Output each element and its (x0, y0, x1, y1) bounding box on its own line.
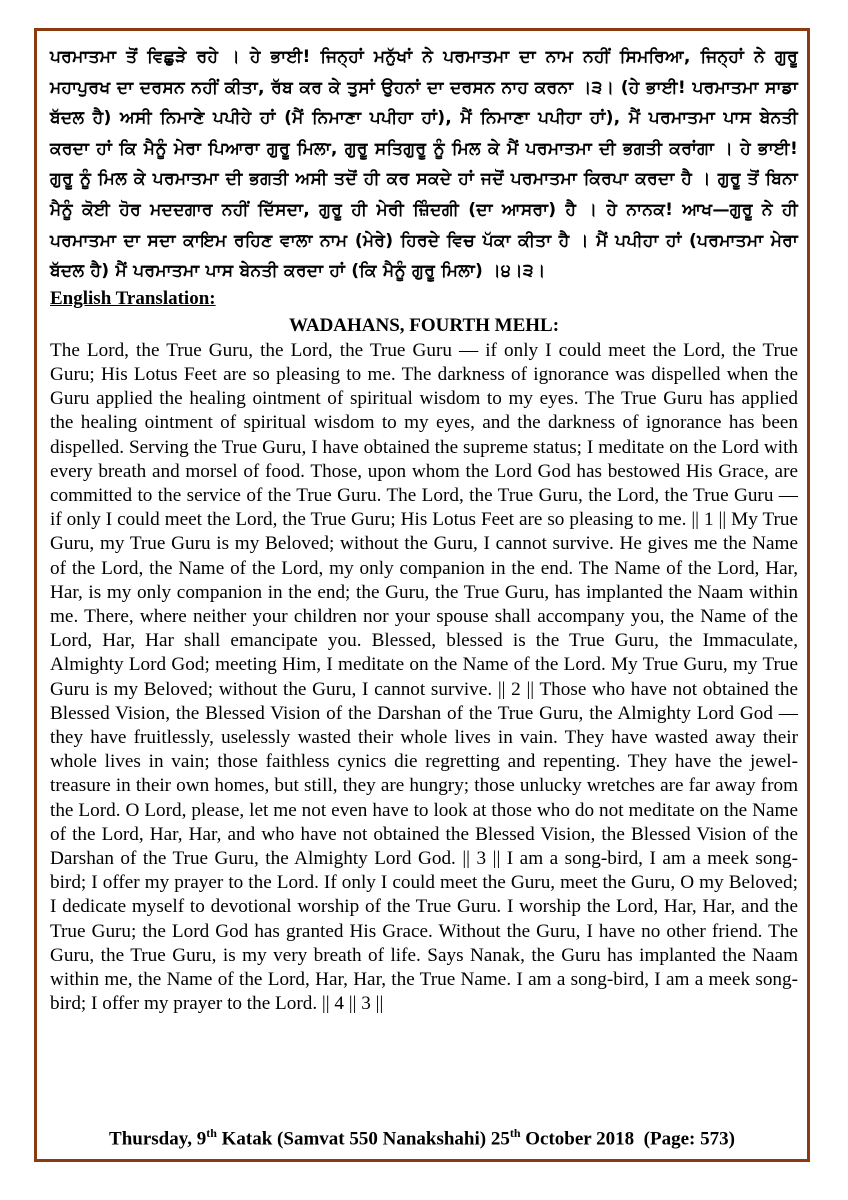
english-translation-text: The Lord, the True Guru, the Lord, the True Guru — if only I could meet the Lord, the True Guru; His Lotus Feet are so pleasing to me. The darkness of ignorance was dispelled when the Guru applied the healing ointment of spiritual wisdom to my eyes. The True Guru has applied the healing ointment of spiritual wisdom to my eyes, and the darkness of ignorance has been dispelled. Serving the True Guru, I have obtained the supreme status; I meditate on the Lord with every breath and morsel of food. Those, upon whom the Lord God has bestowed His Grace, are committed to the service of the True Guru. The Lord, the True Guru, the Lord, the True Guru — if only I could meet the Lord, the True Guru; His Lotus Feet are so pleasing to me. || 1 || My True Guru, my True Guru is my Beloved; without the Guru, I cannot survive. He gives me the Name of the Lord, the Name of the Lord, my only companion in the end. The Name of the Lord, Har, Har, is my only companion in the end; the Guru, the True Guru, has implanted the Naam within me. There, where neither your children nor your spouse shall accompany you, the Name of the Lord, Har, Har shall emancipate you. Blessed, blessed is the True Guru, the Immaculate, Almighty Lord God; meeting Him, I meditate on the Name of the Lord. My True Guru, my True Guru is my Beloved; without the Guru, I cannot survive. || 2 || Those who have not obtained the Blessed Vision, the Blessed Vision of the Darshan of the True Guru, the Almighty Lord God — they have fruitlessly, uselessly wasted their whole lives in vain. They have wasted away their whole lives in vain; those faithless cynics die regretting and repenting. They have the jewel-treasure in their own homes, but still, they are hungry; those unlucky wretches are far away from the Lord. O Lord, please, let me not even have to look at those who do not meditate on the Name of the Lord, Har, Har, and who have not obtained the Blessed Vision, the Blessed Vision of the Darshan of the True Guru, the Almighty Lord God. || 3 || I am a song-bird, I am a meek song-bird; I offer my prayer to the Lord. If only I could meet the Guru, meet the Guru, O my Beloved; I dedicate myself to devotional worship of the True Guru. I worship the Lord, Har, Har, and the True Guru; the Lord God has granted His Grace. Without the Guru, I have no other friend. The Guru, the True Guru, is my very breath of life. Says Nanak, the Guru has implanted the Naam within me, the Name of the Lord, Har, Har, the True Name. I am a song-bird, I am a meek song-bird; I offer my prayer to the Lord. || 4 || 3 || (50, 339, 798, 1015)
footer-page-number: (Page: 573) (643, 1128, 735, 1150)
section-title: WADAHANS, FOURTH MEHL: (288, 314, 560, 336)
footer-year: October 2018 (520, 1128, 635, 1150)
document-body (50, 42, 798, 1016)
footer-month: Katak (Samvat 550 Nanakshahi) 25 (216, 1128, 510, 1150)
footer-date-suffix: th (509, 1126, 521, 1140)
punjabi-commentary: ਪਰਮਾਤਮਾ ਤੋਂ ਵਿਛੁੜੇ ਰਹੇ । ਹੇ ਭਾਈ! ਜਿਨ੍ਹਾਂ ਮਨੁੱਖਾਂ ਨੇ ਪਰਮਾਤਮਾ ਦਾ ਨਾਮ ਨਹੀਂ ਸਿਮਰਿਆ, ਜਿਨ੍ਹਾਂ ਨੇ ਗੁਰੂ ਮਹਾਪੁਰਖ ਦਾ ਦਰਸਨ ਨਹੀਂ ਕੀਤਾ, ਰੱਬ ਕਰ ਕੇ ਤੁਸਾਂ ਉਹਨਾਂ ਦਾ ਦਰਸਨ ਨਾਹ ਕਰਨਾ ।੩। (ਹੇ ਭਾਈ! ਪਰਮਾਤਮਾ ਸਾਡਾ ਬੱਦਲ ਹੈ) ਅਸੀ ਨਿਮਾਣੇ ਪਪੀਹੇ ਹਾਂ (ਮੈਂ ਨਿਮਾਣਾ ਪਪੀਹਾ ਹਾਂ), ਮੈਂ ਨਿਮਾਣਾ ਪਪੀਹਾ ਹਾਂ), ਮੈਂ ਪਰਮਾਤਮਾ ਪਾਸ ਬੇਨਤੀ ਕਰਦਾ ਹਾਂ ਕਿ ਮੈਨੂੰ ਮੇਰਾ ਪਿਆਰਾ ਗੁਰੂ ਮਿਲਾ, ਗੁਰੂ ਸਤਿਗੁਰੂ ਨੂੰ ਮਿਲ ਕੇ ਮੈਂ ਪਰਮਾਤਮਾ ਦੀ ਭਗਤੀ ਕਰਾਂਗਾ । ਹੇ ਭਾਈ! ਗੁਰੂ ਨੂੰ ਮਿਲ ਕੇ ਪਰਮਾਤਮਾ ਦੀ ਭਗਤੀ ਅਸੀ ਤਦੋਂ ਹੀ ਕਰ ਸਕਦੇ ਹਾਂ ਜਦੋਂ ਪਰਮਾਤਮਾ ਕਿਰਪਾ ਕਰਦਾ ਹੈ । ਗੁਰੂ ਤੋਂ ਬਿਨਾ ਮੈਨੂੰ ਕੋਈ ਹੋਰ ਮਦਦਗਾਰ ਨਹੀਂ ਦਿੱਸਦਾ, ਗੁਰੂ ਹੀ ਮੇਰੀ ਜ਼ਿੰਦਗੀ (ਦਾ ਆਸਰਾ) ਹੈ । ਹੇ ਨਾਨਕ! ਆਖ—ਗੁਰੂ ਨੇ ਹੀ ਪਰਮਾਤਮਾ ਦਾ ਸਦਾ ਕਾਇਮ ਰਹਿਣ ਵਾਲਾ ਨਾਮ (ਮੇਰੇ) ਹਿਰਦੇ ਵਿਚ ਪੱਕਾ ਕੀਤਾ ਹੈ । ਮੈਂ ਪਪੀਹਾ ਹਾਂ (ਪਰਮਾਤਮਾ ਮੇਰਾ ਬੱਦਲ ਹੈ) ਮੈਂ ਪਰਮਾਤਮਾ ਪਾਸ ਬੇਨਤੀ ਕਰਦਾ ਹਾਂ (ਕਿ ਮੈਨੂੰ ਗੁਰੂ ਮਿਲਾ) ।੪।੩। (50, 47, 798, 282)
english-translation-label: English Translation: (50, 287, 216, 309)
footer-date-line (34, 1120, 810, 1152)
footer-day-suffix: th (206, 1126, 217, 1140)
footer-day: Thursday, 9 (109, 1128, 207, 1150)
